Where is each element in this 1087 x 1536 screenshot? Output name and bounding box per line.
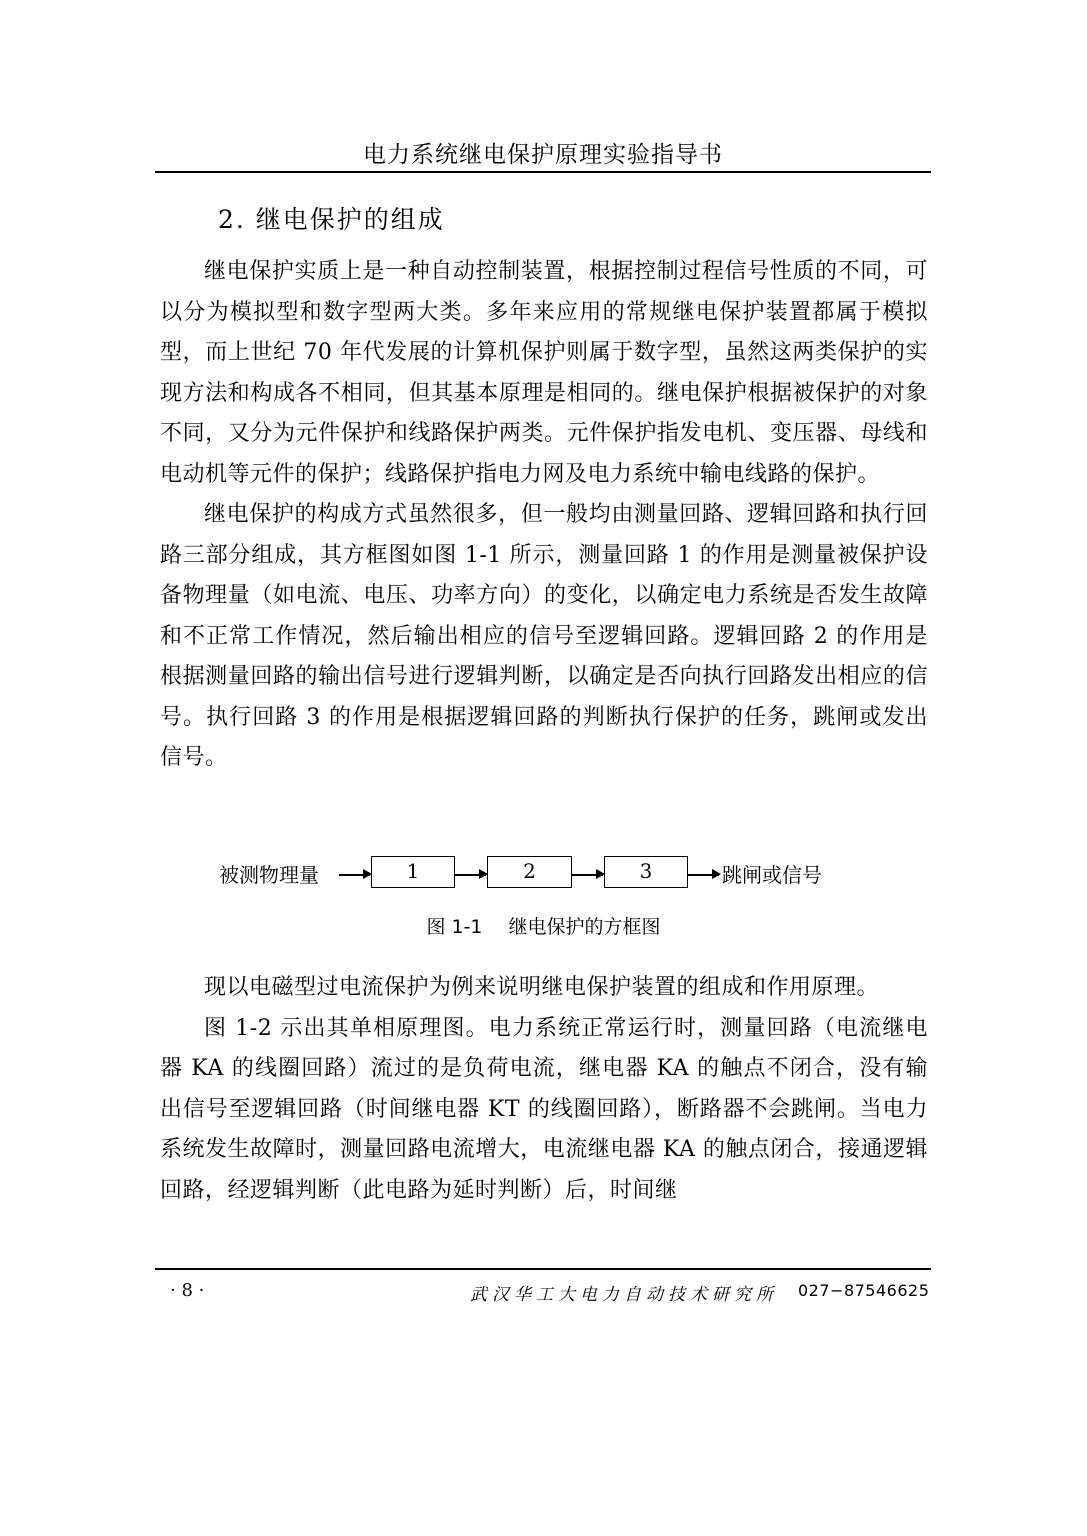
diagram-box-execution: 3: [604, 856, 688, 888]
body-text-block-1: [160, 252, 928, 779]
figure-caption-number: 图 1-1: [426, 916, 483, 938]
arrow-icon: [572, 874, 603, 876]
diagram-input-label: 被测物理量: [219, 863, 319, 887]
footer-rule: [155, 1268, 931, 1270]
body-text-block-2: [160, 968, 928, 1211]
footer-organization: 武汉华工大电力自动技术研究所: [470, 1285, 778, 1305]
figure-caption: [0, 912, 1087, 939]
arrow-icon: [688, 874, 719, 876]
paragraph: 图 1-2 示出其单相原理图。电力系统正常运行时，测量回路（电流继电器 KA 的线圈回路）流过的是负荷电流，继电器 KA 的触点不闭合，没有输出信号至逻辑回路（时间继电器 KT 的线圈回路），断路器不会跳闸。当电力系统发生故障时，测量回路电流增大，电流继电器 KA 的触点闭合，接通逻辑回路，经逻辑判断（此电路为延时判断）后，时间继: [160, 1015, 928, 1203]
diagram-output-label: 跳闸或信号: [722, 863, 822, 887]
diagram-box-logic: 2: [487, 856, 572, 888]
arrow-icon: [455, 874, 486, 876]
header-rule: [155, 171, 931, 173]
block-diagram: [0, 856, 1087, 896]
header-title: 电力系统继电保护原理实验指导书: [363, 142, 723, 168]
footer-phone: 027−87546625: [798, 1281, 930, 1300]
paragraph: 继电保护的构成方式虽然很多，但一般均由测量回路、逻辑回路和执行回路三部分组成，其方框图如图 1-1 所示，测量回路 1 的作用是测量被保护设备物理量（如电流、电压、功率方向）的变化，以确定电力系统是否发生故障和不正常工作情况，然后输出相应的信号至逻辑回路。逻辑回路 2 的作用是根据测量回路的输出信号进行逻辑判断，以确定是否向执行回路发出相应的信号。执行回路 3 的作用是根据逻辑回路的判断执行保护的任务，跳闸或发出信号。: [160, 502, 928, 770]
diagram-box-measurement: 1: [371, 856, 455, 888]
section-heading: 2. 继电保护的组成: [218, 205, 445, 234]
paragraph: 继电保护实质上是一种自动控制装置，根据控制过程信号性质的不同，可以分为模拟型和数字型两大类。多年来应用的常规继电保护装置都属于模拟型，而上世纪 70 年代发展的计算机保护则属于数字型，虽然这两类保护的实现方法和构成各不相同，但其基本原理是相同的。继电保护根据被保护的对象不同，又分为元件保护和线路保护两类。元件保护指发电机、变压器、母线和电动机等元件的保护；线路保护指电力网及电力系统中输电线路的保护。: [160, 259, 928, 487]
page-number: · 8 ·: [170, 1280, 205, 1301]
figure-caption-text: 继电保护的方框图: [508, 916, 661, 938]
paragraph: 现以电磁型过电流保护为例来说明继电保护装置的组成和作用原理。: [204, 975, 880, 1000]
arrow-icon: [339, 874, 370, 876]
